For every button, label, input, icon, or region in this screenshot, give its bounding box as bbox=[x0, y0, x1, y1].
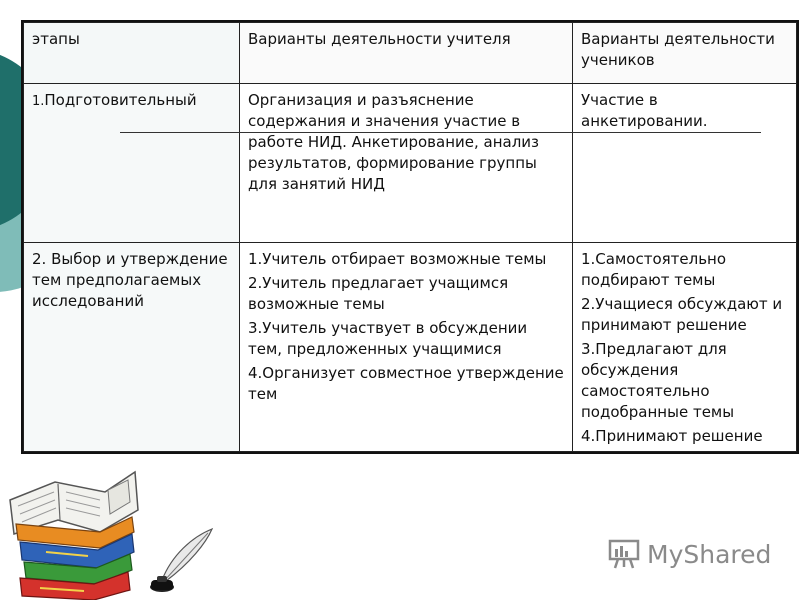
student-item: 2.Учащиеся обсуждают и принимают решение bbox=[581, 295, 783, 334]
teacher-cell-2 bbox=[240, 243, 573, 452]
myshared-logo[interactable] bbox=[607, 537, 771, 571]
presentation-board-icon bbox=[607, 537, 641, 571]
student-item: 1.Самостоятельно подбирают темы bbox=[581, 250, 727, 289]
student-cell-1: Участие в анкетировании. bbox=[573, 84, 797, 243]
quill-inkwell-icon bbox=[142, 525, 217, 600]
teacher-item: 2.Учитель предлагает учащимся возможные темы bbox=[248, 274, 509, 313]
stage-number: 1. bbox=[32, 94, 45, 109]
header-teacher-activities: Варианты деятельности учителя bbox=[240, 23, 573, 84]
teacher-item: 4.Организует совместное утверждение тем bbox=[248, 364, 564, 403]
table-row bbox=[24, 84, 797, 243]
table-header-row bbox=[24, 23, 797, 84]
header-student-activities: Варианты деятельности учеников bbox=[573, 23, 797, 84]
teacher-item: 3.Учитель участвует в обсуждении тем, предложенных учащимися bbox=[248, 319, 528, 358]
stages-table bbox=[21, 20, 799, 454]
header-stages: этапы bbox=[24, 23, 240, 84]
stage-cell-1 bbox=[24, 84, 240, 243]
logo-text: MyShared bbox=[647, 539, 772, 569]
table-row bbox=[24, 243, 797, 452]
books-stack-icon bbox=[0, 462, 150, 600]
student-cell-2 bbox=[573, 243, 797, 452]
overlay-divider-line bbox=[120, 132, 761, 133]
student-item: 3.Предлагают для обсуждения самостоятельно подобранные темы bbox=[581, 340, 735, 421]
teacher-item: 1.Учитель отбирает возможные темы bbox=[248, 250, 547, 268]
student-item: 4.Принимают решение bbox=[581, 427, 763, 445]
teacher-cell-1: Организация и разъяснение содержания и значения участие в работе НИД. Анкетирование, анализ результатов, формирование группы для занятий НИД bbox=[240, 84, 573, 243]
stage-cell-2: 2. Выбор и утверждение тем предполагаемых исследований bbox=[24, 243, 240, 452]
stage-title: Подготовительный bbox=[44, 91, 197, 109]
